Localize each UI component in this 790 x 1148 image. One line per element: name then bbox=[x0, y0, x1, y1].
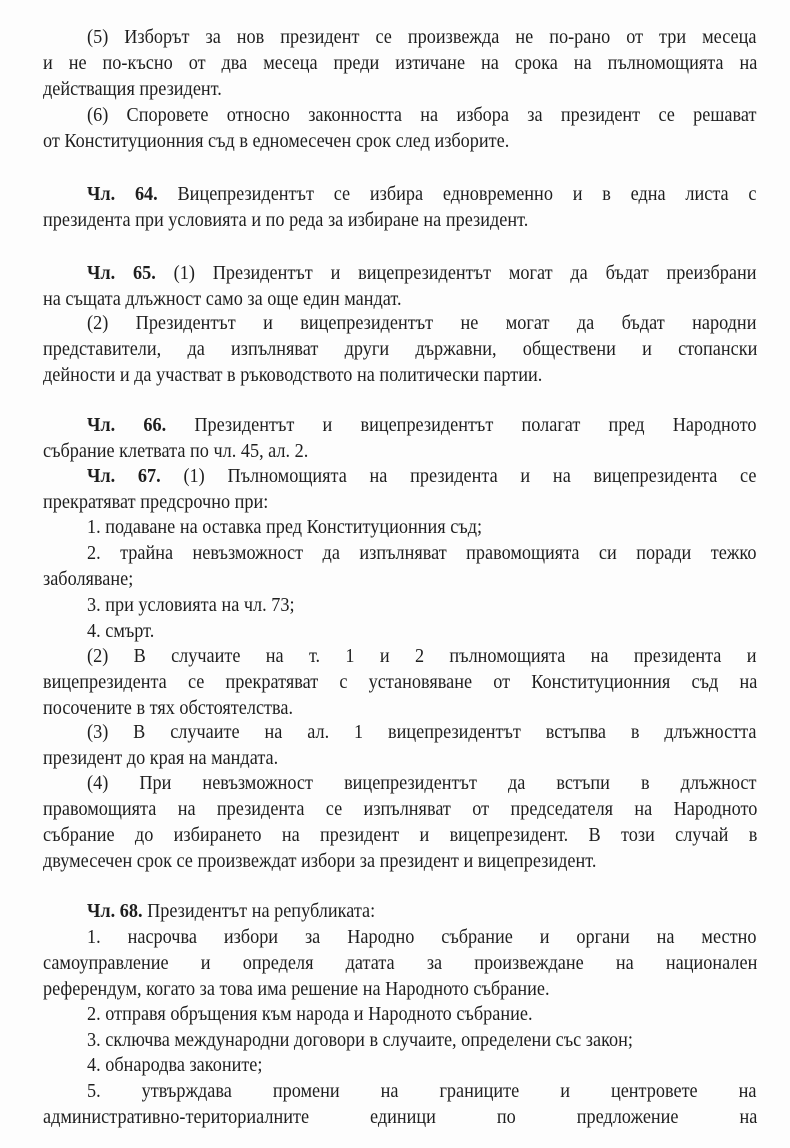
paragraph-line bbox=[43, 1106, 757, 1130]
article-heading: Чл. 68. bbox=[87, 901, 143, 922]
paragraph-line bbox=[43, 440, 711, 464]
paragraph-line bbox=[43, 364, 711, 388]
paragraph-line bbox=[87, 594, 713, 618]
paragraph-line bbox=[43, 209, 711, 233]
line-text: 2. трайна невъзможност да изпълняват правомощията си поради тежко bbox=[87, 543, 757, 564]
paragraph-line bbox=[43, 798, 757, 822]
line-text: президента при условията и по реда за избиране на президент. bbox=[43, 210, 529, 231]
line-text: президент до края на мандата. bbox=[43, 748, 279, 769]
paragraph-line bbox=[87, 1003, 713, 1027]
article-line bbox=[87, 262, 756, 286]
line-text: (3) В случаите на ал. 1 вицепрезидентът встъпва в длъжността bbox=[87, 722, 757, 743]
line-text: 5. утвърждава промени на границите и центровете на bbox=[87, 1081, 757, 1102]
article-line bbox=[87, 465, 756, 489]
line-text: (5) Изборът за нов президент се произвежда не по-рано от три месеца bbox=[87, 27, 757, 48]
article-line bbox=[87, 183, 756, 207]
paragraph-line bbox=[43, 78, 711, 102]
paragraph-line bbox=[87, 772, 756, 796]
line-text: 4. обнародва законите; bbox=[87, 1055, 263, 1076]
line-text: събрание клетвата по чл. 45, ал. 2. bbox=[43, 441, 309, 462]
paragraph-line bbox=[87, 1054, 713, 1078]
paragraph-line bbox=[43, 952, 757, 976]
paragraph-line bbox=[87, 26, 756, 50]
paragraph-line bbox=[43, 338, 757, 362]
line-text: представители, да изпълняват други държавни, обществени и стопански bbox=[43, 339, 758, 360]
paragraph-line bbox=[43, 824, 757, 848]
line-text: дейности и да участват в ръководството на политически партии. bbox=[43, 365, 543, 386]
line-text: действащия президент. bbox=[43, 79, 222, 100]
line-text: посочените в тях обстоятелства. bbox=[43, 698, 294, 719]
paragraph-line bbox=[43, 568, 711, 592]
line-text: 3. при условията на чл. 73; bbox=[87, 595, 295, 616]
line-text: 1. насрочва избори за Народно събрание и органи на местно bbox=[87, 927, 757, 948]
line-text: Президентът на републиката: bbox=[147, 901, 376, 922]
line-text: на същата длъжност само за още един мандат. bbox=[43, 289, 402, 310]
article-line bbox=[87, 900, 713, 924]
line-text: 3. сключва международни договори в случаите, определени със закон; bbox=[87, 1030, 633, 1051]
paragraph-line bbox=[87, 542, 756, 566]
paragraph-line bbox=[87, 312, 756, 336]
line-text: прекратяват предсрочно при: bbox=[43, 492, 269, 513]
paragraph-line bbox=[87, 645, 756, 669]
paragraph-line bbox=[43, 697, 711, 721]
line-text: Президентът и вицепрезидентът полагат пред Народното bbox=[194, 415, 757, 436]
line-text: (6) Споровете относно законността на избора за президент се решават bbox=[87, 105, 757, 126]
paragraph-line bbox=[43, 671, 757, 695]
line-text: (2) Президентът и вицепрезидентът не могат да бъдат народни bbox=[87, 313, 757, 334]
line-text: и не по-късно от два месеца преди изтичане на срока на пълномощията на bbox=[43, 53, 758, 74]
article-heading: Чл. 65. bbox=[87, 263, 156, 284]
article-heading: Чл. 66. bbox=[87, 415, 167, 436]
paragraph-line bbox=[43, 52, 757, 76]
paragraph-line bbox=[43, 288, 711, 312]
line-text: самоуправление и определя датата за произвеждане на национален bbox=[43, 953, 758, 974]
line-text: референдум, когато за това има решение на Народното събрание. bbox=[43, 979, 550, 1000]
paragraph-line bbox=[87, 104, 756, 128]
line-text: 4. смърт. bbox=[87, 621, 155, 642]
paragraph-line bbox=[87, 926, 756, 950]
article-heading: Чл. 64. bbox=[87, 184, 158, 205]
line-text: 2. отправя обръщения към народа и Народното събрание. bbox=[87, 1004, 533, 1025]
paragraph-line bbox=[87, 1029, 713, 1053]
paragraph-line bbox=[87, 1080, 756, 1104]
line-text: вицепрезидента се прекратяват с установяване от Конституционния съд на bbox=[43, 672, 758, 693]
line-text: 1. подаване на оставка пред Конституционния съд; bbox=[87, 517, 483, 538]
line-text: двумесечен срок се произвеждат избори за президент и вицепрезидент. bbox=[43, 851, 597, 872]
line-text: Вицепрезидентът се избира едновременно и в една листа с bbox=[177, 184, 757, 205]
paragraph-line bbox=[43, 130, 711, 154]
line-text: (4) При невъзможност вицепрезидентът да встъпи в длъжност bbox=[87, 773, 757, 794]
line-text: заболяване; bbox=[43, 569, 134, 590]
article-heading: Чл. 67. bbox=[87, 466, 161, 487]
line-text: административно-териториалните единици по предложение на bbox=[43, 1107, 758, 1128]
paragraph-line bbox=[43, 978, 711, 1002]
paragraph-line bbox=[87, 721, 756, 745]
line-text: от Конституционния съд в едномесечен срок след изборите. bbox=[43, 131, 510, 152]
line-text: събрание до избирането на президент и вицепрезидент. В този случай в bbox=[43, 825, 758, 846]
line-text: правомощията на президента се изпълняват от председателя на Народното bbox=[43, 799, 758, 820]
paragraph-line bbox=[43, 491, 711, 515]
paragraph-line bbox=[43, 850, 711, 874]
line-text: (1) Пълномощията на президента и на вицепрезидента се bbox=[183, 466, 757, 487]
article-line bbox=[87, 414, 756, 438]
paragraph-line bbox=[43, 747, 711, 771]
paragraph-line bbox=[87, 516, 713, 540]
line-text: (1) Президентът и вицепрезидентът могат да бъдат преизбрани bbox=[173, 263, 757, 284]
line-text: (2) В случаите на т. 1 и 2 пълномощията на президента и bbox=[87, 646, 757, 667]
paragraph-line bbox=[87, 620, 713, 644]
